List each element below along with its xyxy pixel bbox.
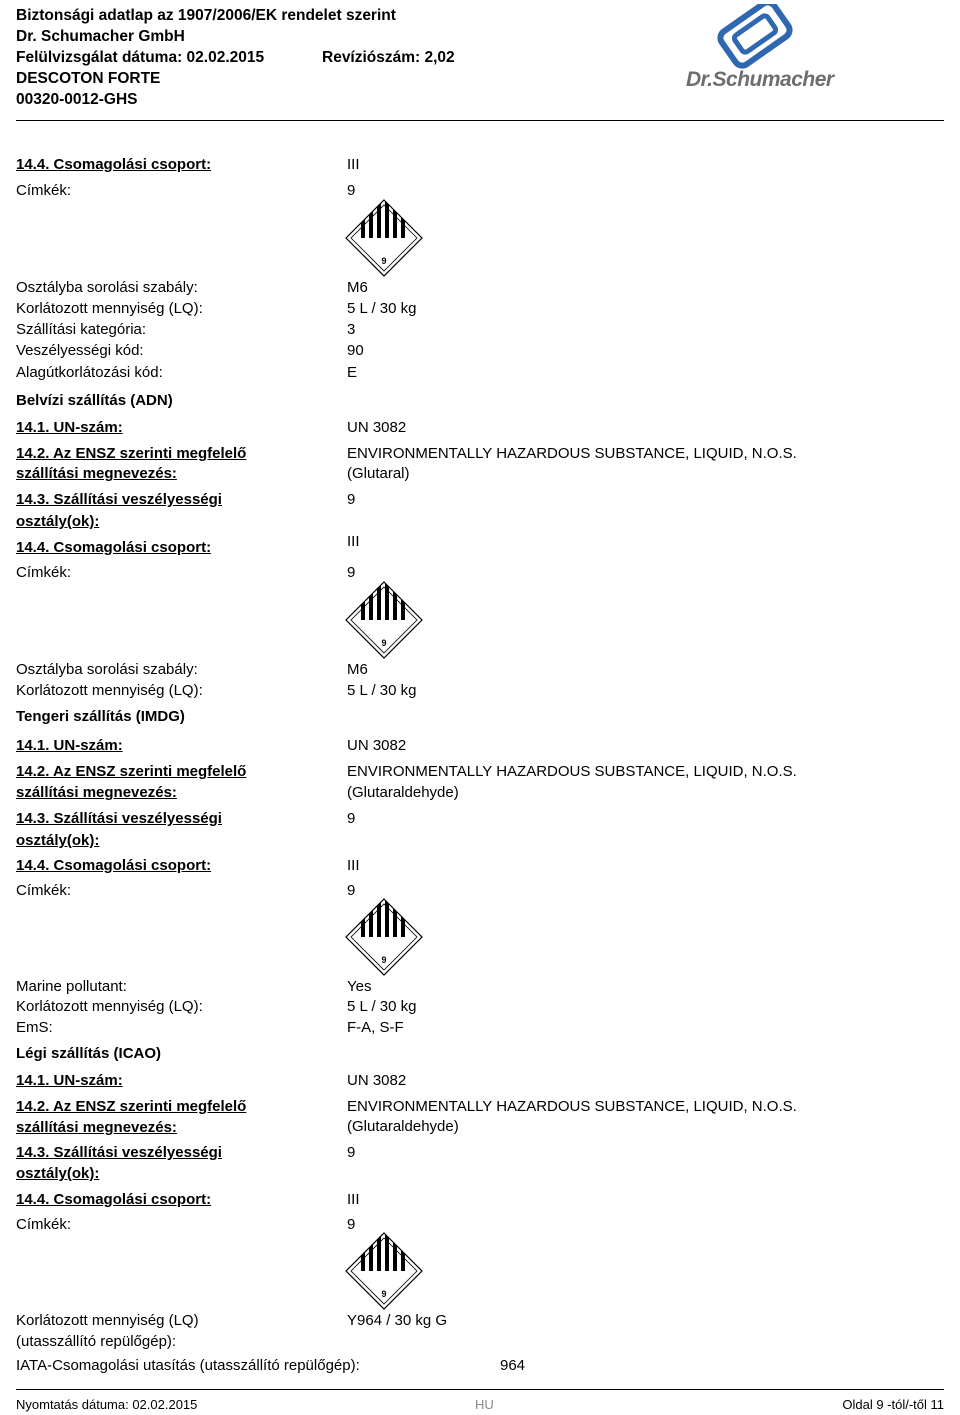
imdg-name-value-1: ENVIRONMENTALLY HAZARDOUS SUBSTANCE, LIQUID, N.O.S. [347, 763, 797, 780]
top-row-value-4: E [347, 364, 358, 381]
adn-class-label-1: 14.3. Szállítási veszélyességi [16, 491, 222, 508]
icao-name-label-2: szállítási megnevezés: [16, 1119, 177, 1136]
imdg-labels-value: 9 [347, 882, 356, 899]
top-row-label-2: Szállítási kategória: [16, 321, 147, 338]
adn-un-label: 14.1. UN-szám: [16, 419, 123, 436]
adn-labels-label: Címkék: [16, 564, 72, 581]
adn-class-value: 9 [347, 491, 356, 508]
imdg-section-title: Tengeri szállítás (IMDG) [16, 708, 185, 725]
top-row-value-2: 3 [347, 321, 356, 338]
top-row-label-1: Korlátozott mennyiség (LQ): [16, 300, 203, 317]
doc-title-line [16, 5, 396, 26]
imdg-pg-value: III [347, 857, 360, 874]
adn-class-label-2: osztály(ok): [16, 513, 100, 530]
adn-row-value-0: M6 [347, 661, 368, 678]
class9-placard-icon [344, 198, 424, 278]
top-row-label-4: Alagútkorlátozási kód: [16, 364, 163, 381]
adn-name-label-1: 14.2. Az ENSZ szerinti megfelelő [16, 445, 247, 462]
adn-section-title: Belvízi szállítás (ADN) [16, 392, 173, 409]
imdg-pg-label: 14.4. Csomagolási csoport: [16, 857, 212, 874]
imdg-name-label-1: 14.2. Az ENSZ szerinti megfelelő [16, 763, 247, 780]
icao-section-title: Légi szállítás (ICAO) [16, 1045, 162, 1062]
imdg-row-value-2: F-A, S-F [347, 1019, 404, 1036]
icao-name-value-1: ENVIRONMENTALLY HAZARDOUS SUBSTANCE, LIQUID, N.O.S. [347, 1098, 797, 1115]
icao-name-value-2: (Glutaraldehyde) [347, 1118, 459, 1135]
logo-text: Dr.Schumacher [686, 68, 834, 91]
doc-title: Biztonsági adatlap [16, 7, 153, 24]
icao-pg-value: III [347, 1191, 360, 1208]
adn-pg-label: 14.4. Csomagolási csoport: [16, 539, 212, 556]
placard-number: 9 [381, 955, 387, 965]
adn-labels-value: 9 [347, 564, 356, 581]
imdg-class-label-2: osztály(ok): [16, 832, 100, 849]
placard-number: 9 [381, 638, 387, 648]
class9-placard-icon [344, 897, 424, 977]
revision-number: Revíziószám: 2,02 [322, 49, 455, 66]
icao-lq-label-2: (utasszállító repülőgép): [16, 1333, 177, 1350]
imdg-row-label-0: Marine pollutant: [16, 978, 127, 995]
placard-number: 9 [381, 256, 387, 266]
icao-un-label: 14.1. UN-szám: [16, 1072, 123, 1089]
product-name: DESCOTON FORTE [16, 70, 161, 87]
top-row-value-3: 90 [347, 342, 364, 359]
icao-labels-label: Címkék: [16, 1216, 72, 1233]
imdg-row-label-2: EmS: [16, 1019, 53, 1036]
icao-class-label-2: osztály(ok): [16, 1165, 100, 1182]
header-divider [16, 120, 944, 121]
language-code: HU [475, 1397, 494, 1412]
icao-pg-label: 14.4. Csomagolási csoport: [16, 1191, 212, 1208]
imdg-class-value: 9 [347, 810, 356, 827]
class9-placard-icon [344, 580, 424, 660]
top-labels-value: 9 [347, 182, 356, 199]
adn-name-value-1: ENVIRONMENTALLY HAZARDOUS SUBSTANCE, LIQUID, N.O.S. [347, 445, 797, 462]
top-row-label-0: Osztályba sorolási szabály: [16, 279, 198, 296]
icao-iata-label: IATA-Csomagolási utasítás (utasszállító repülőgép): [16, 1357, 360, 1374]
adn-row-label-1: Korlátozott mennyiség (LQ): [16, 682, 203, 699]
page-number: Oldal 9 -tól/-től 11 [842, 1397, 944, 1412]
top-packing-group-value: III [347, 156, 360, 173]
top-row-value-0: M6 [347, 279, 368, 296]
icao-lq-value: Y964 / 30 kg G [347, 1312, 448, 1329]
imdg-row-label-1: Korlátozott mennyiség (LQ): [16, 998, 203, 1015]
class9-placard-icon [344, 1231, 424, 1311]
company-name: Dr. Schumacher GmbH [16, 28, 185, 45]
imdg-name-label-2: szállítási megnevezés: [16, 784, 177, 801]
imdg-row-value-1: 5 L / 30 kg [347, 998, 417, 1015]
imdg-un-value: UN 3082 [347, 737, 407, 754]
adn-un-value: UN 3082 [347, 419, 407, 436]
icao-un-value: UN 3082 [347, 1072, 407, 1089]
review-date: Felülvizsgálat dátuma: 02.02.2015 [16, 49, 265, 66]
imdg-class-label-1: 14.3. Szállítási veszélyességi [16, 810, 222, 827]
icao-class-label-1: 14.3. Szállítási veszélyességi [16, 1144, 222, 1161]
doc-regulation: az 1907/2006/EK rendelet szerint [157, 7, 396, 24]
adn-pg-value: III [347, 533, 360, 550]
footer-divider [16, 1389, 944, 1390]
top-labels-label: Címkék: [16, 182, 72, 199]
print-date: Nyomtatás dátuma: 02.02.2015 [16, 1397, 198, 1412]
icao-class-value: 9 [347, 1144, 356, 1161]
placard-number: 9 [381, 1289, 387, 1299]
imdg-labels-label: Címkék: [16, 882, 72, 899]
icao-name-label-1: 14.2. Az ENSZ szerinti megfelelő [16, 1098, 247, 1115]
adn-name-label-2: szállítási megnevezés: [16, 465, 177, 482]
icao-lq-label-1: Korlátozott mennyiség (LQ) [16, 1312, 199, 1329]
adn-row-value-1: 5 L / 30 kg [347, 682, 417, 699]
imdg-name-value-2: (Glutaraldehyde) [347, 784, 459, 801]
top-packing-group-label: 14.4. Csomagolási csoport: [16, 156, 212, 173]
adn-name-value-2: (Glutaral) [347, 465, 410, 482]
imdg-row-value-0: Yes [347, 978, 372, 995]
icao-iata-value: 964 [500, 1357, 526, 1374]
icao-labels-value: 9 [347, 1216, 356, 1233]
product-code: 00320-0012-GHS [16, 91, 138, 108]
top-row-label-3: Veszélyességi kód: [16, 342, 144, 359]
imdg-un-label: 14.1. UN-szám: [16, 737, 123, 754]
top-row-value-1: 5 L / 30 kg [347, 300, 417, 317]
adn-row-label-0: Osztályba sorolási szabály: [16, 661, 198, 678]
